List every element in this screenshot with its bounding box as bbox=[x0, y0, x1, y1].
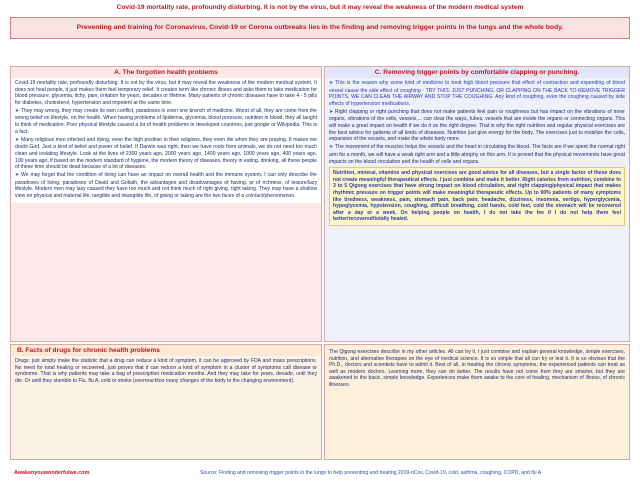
panel-c-paragraph-3 bbox=[329, 144, 625, 165]
panel-a-heading: A. The forgotten health problems bbox=[11, 67, 321, 78]
panel-a-paragraph-3-text: Many religious men infected and dying, even the high position in their religions, they even die when they are praying. It makes me doubt God. Just a kind of belief and power of belief. If Darwin was right, then we have roots from animals, we do not need too much clean and isolating lifestyle. Look at the lives of 2300 years ago, 2000 years ago, 1400 years ago, 1000 years ago, 400 years ago, 100 years ago, if based on the modern standard of hygiene, the modern theory of diseases, theory in eating, drinking, all these people of these time should be dead because of a lot of diseases. bbox=[15, 136, 317, 171]
panel-facts-of-drugs bbox=[10, 344, 322, 460]
footer-source: Source: Finding and removing trigger points in the lungs to help preventing and treating 2019-nCov, Covid-19, cold, asthma, coughing, COPD, and flu A bbox=[200, 470, 542, 476]
footer-site-link[interactable]: Awakenyouwonderfulwe.com bbox=[14, 470, 90, 476]
panel-a-paragraph-2-text: They may wrong, they may create its own conflict, paradoxes in even one branch of medicine. Worst of all, they are come from the wrong belief on lifestyle, on the health. When having problems of lipidemia, glycemia, blood pressure, nutrition in blood, they all taught to think of medication. Poor physical lifestyle caused a lot of health problems in developed countries, just google or Wikipedia. This is a fact. bbox=[15, 107, 317, 135]
panel-a-paragraph-4 bbox=[15, 172, 317, 199]
panel-b-text: Drugs: just simply make the statistic that a drug can reduce a kind of symptom, it can be approved by FDA and mass prescriptions. No need for total healing or recovered, just proves that it can reduce a kind of symptom in a cluster of symptoms call disease or syndrome. That is why patients may take a bag of prescription medication months. And they may take for years, decade, until they die. Or until they stumble to Flu, flu A, cold or stroke (overreact/too many changes of the body to the changing environment). bbox=[15, 358, 317, 384]
panel-c-paragraph-1 bbox=[329, 80, 625, 107]
panel-b-heading: B. Facts of drugs for chronic health problems bbox=[11, 345, 321, 356]
panel-a-paragraph-1: Covid-19 mortality rate, profoundly disturbing. It is not by the virus, but it may reveal the weakness of the modern medical system. It does not heal people, it just makes them feel temporary relief. It creates term like chronic illness and asks them to take medication for blood pressure, glycemia, itchy, pain, irritation for years, decades or lifetime. Many patients of chronic diseases have to take 4 - 5 pills for diabetes, cholesterol, hypertension and impotent at the same time. bbox=[15, 80, 317, 106]
panel-d-text: The Qigong exercises describe in my other articles. All can try it. I just combine and explain general knowledge, simple exercises, nutrition, and alternative therapies on the eye of medical science. It is so simple that all can try or test it. It is so obvious that the Ph.D., doctors and scientists have to admit it. Best of all, in treating the chronic symptoms, the experienced patients can treat as well as modern doctors. Learning more, they can do better. The results have not come from they are smarter, but they are awakened to the basic, simple knowledge. Experiences make them awake to the core of healing, mechanism of illness, of chronic illnesses. bbox=[329, 349, 625, 388]
panel-a-paragraph-3 bbox=[15, 137, 317, 171]
panel-qigong-exercises bbox=[324, 344, 630, 460]
panel-forgotten-health-problems bbox=[10, 66, 322, 342]
panel-a-paragraph-2 bbox=[15, 108, 317, 135]
page-title: Covid-19 mortality rate, profoundly disturbing. It is not by the virus, but it may reveal the weakness of the modern medical system bbox=[116, 4, 524, 11]
panel-a-paragraph-4-text: We may forget that the condition of living can have an impact on overall health and the immune system. I can only describe the paradoxes of living, paradoxes of David and Goliath, the advantages and disadvantages of having, pr of richness, of leisure/lazy lifestyle. Modern men may lazy caused they have too much and not think much of right giving, right taking. They may have a shallow view on physical and material life, tangible and intangible life, of giving or taking are the two faces of a coin/act/phenomenon. bbox=[15, 172, 317, 199]
panel-c-highlight: Nutrition, mineral, vitamins and physical exercises are good advice for all diseases, but a single factor of these does not create meaningful therapeutical effects. I just combine and make it better. Right calories from nutrition, combine to 3 to 5 Qigong exercises that have strong impact on blood circulation, and right clapping/physical impact that makes rhythmic pressure on trigger points will make meaningful therapeutic effects. Up to 90% patients of many symptoms like tiredness, weakness, pain, stomach pain, back pain, headache, dizziness, insomnia, vertigo, hyperglycemia, hypoglycemia, hypotension, coughing, difficult breathing, cold hands, cold feet, cold the stomach will be recovered after a day or a week. On helping people on health, I do not take the fee if I do not help them feel better/recovered/totally healed. bbox=[329, 167, 625, 226]
panel-c-paragraph-1-text: This is the reason why some kind of medicine to treat high blood pressure that effect of contraction and expending of blood vessel cause the side effect of coughing - TRY THIS: JUST PUNCHING, OR CLAPPING ON THE BACK TO REMOVE TRIGGER POINTS, WE CAN CLEAN THE AIRWAY AND STOP THE COUGHING. Any kind of coughing, even the coughing caused by side effects of hypertension medications. bbox=[329, 80, 625, 107]
panel-c-heading: C. Removing trigger points by comfortable clapping or punching. bbox=[325, 67, 629, 78]
panel-c-paragraph-2 bbox=[329, 109, 625, 143]
panel-c-paragraph-3-text: The movement of the muscles helps the vessels and the heart in circulating the blood. The facts are if we spent the normal right arm for a month, we will have a weak right arm and a little atrophy on this arm. It is proved that the physical movements have great impacts on the blood circulation and the health of cells and organs. bbox=[329, 144, 625, 165]
panel-c-paragraph-2-text: Right clapping or right punching that does not make patients feel pain or roughness but has impact on the vibrations of inner organs, vibrations of the cells, vessels,... can clear the ways, tubes, vessels that are inside the organs or connecting organs. This will make a great impact on health if we do it on the right degree. That is why the right nutrition and regular physical exercises are the best advice for patients of all kinds of diseases. Nutrition just give energy for the body. The exercises just to mobilize the cells, expansion of the vessels, and make the whole body more. bbox=[329, 108, 625, 143]
panel-removing-trigger-points bbox=[324, 66, 630, 342]
banner: Preventing and training for Coronavirus, Covid-19 or Corona outbreaks lies in the finding and removing trigger points in the lungs and the whole body. bbox=[10, 17, 630, 39]
